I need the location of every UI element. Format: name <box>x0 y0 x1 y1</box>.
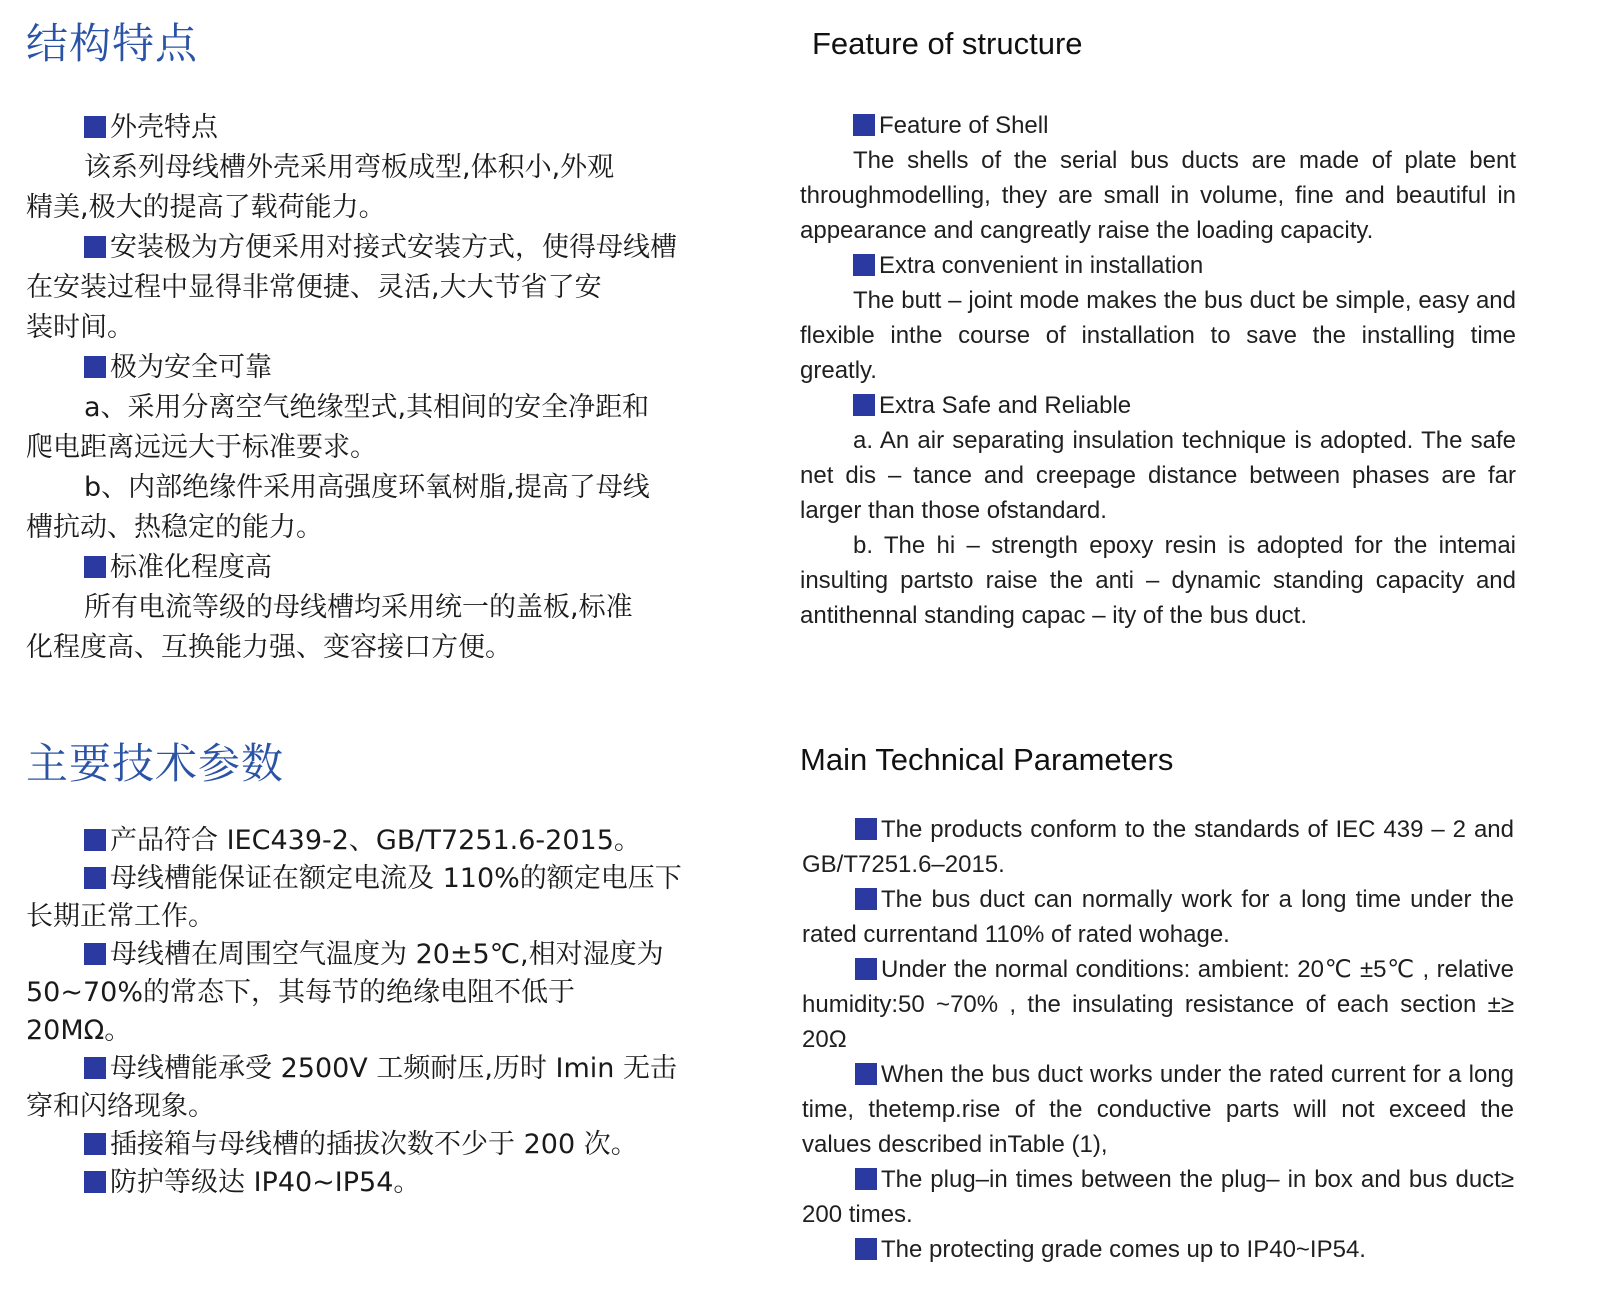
en-safe-heading: Extra Safe and Reliable <box>800 388 1516 423</box>
cn-safe-a-1: a、采用分离空气绝缘型式,其相间的安全净距和 <box>84 392 650 423</box>
bullet-square-icon <box>855 1168 877 1190</box>
en-param-6: The protecting grade comes up to IP40~IP54. <box>802 1232 1514 1267</box>
en-structure-body <box>800 108 1516 633</box>
cn-param-3: 母线槽在周围空气温度为 20±5℃,相对湿度为 <box>26 936 766 974</box>
bullet-square-icon <box>84 1171 106 1193</box>
en-param-2: The bus duct can normally work for a long time under the rated currentand 110% of rated wohage. <box>802 886 1514 948</box>
cn-param-3-cont-1: 50~70%的常态下，其每节的绝缘电阻不低于 <box>26 977 575 1008</box>
cn-params-title: 主要技术参数 <box>26 739 285 788</box>
cn-params-body <box>26 822 766 1202</box>
en-param-4: When the bus duct works under the rated current for a long time, thetemp.rise of the conductive parts will not exceed the values described inTable (1), <box>802 1061 1514 1158</box>
cn-param-3-cont-2: 20MΩ。 <box>26 1015 132 1046</box>
bullet-square-icon <box>84 556 106 578</box>
bullet-square-icon <box>853 394 875 416</box>
bullet-square-icon <box>84 1057 106 1079</box>
bullet-square-icon <box>84 943 106 965</box>
bullet-square-icon <box>853 254 875 276</box>
bullet-square-icon <box>855 1063 877 1085</box>
en-shell-text: The shells of the serial bus ducts are made of plate bent throughmodelling, they are small in volume, fine and beautiful in appearance and cangreatly raise the loading capacity. <box>800 147 1516 244</box>
cn-install-text-2: 在安装过程中显得非常便捷、灵活,大大节省了安 <box>26 272 602 303</box>
cn-shell-text-1: 该系列母线槽外壳采用弯板成型,体积小,外观 <box>84 152 615 183</box>
cn-shell-text-2: 精美,极大的提高了载荷能力。 <box>26 192 386 223</box>
cn-param-6: 防护等级达 IP40~IP54。 <box>26 1164 766 1202</box>
cn-safe-b-2: 槽抗动、热稳定的能力。 <box>26 512 323 543</box>
cn-install-text-3: 装时间。 <box>26 312 134 343</box>
cn-param-2-cont: 长期正常工作。 <box>26 901 215 932</box>
en-param-3: Under the normal conditions: ambient: 20℃ ±5℃ , relative humidity:50 ~70% , the insulating resistance of each section ±≥ 20Ω <box>802 956 1514 1053</box>
bullet-square-icon <box>84 829 106 851</box>
cn-structure-title: 结构特点 <box>26 19 199 68</box>
en-params-title: Main Technical Parameters <box>800 742 1174 777</box>
cn-shell-heading: 外壳特点 <box>26 108 766 148</box>
bullet-square-icon <box>84 867 106 889</box>
cn-safe-b-1: b、内部绝缘件采用高强度环氧树脂,提高了母线 <box>84 472 650 503</box>
cn-safe-a-2: 爬电距离远远大于标准要求。 <box>26 432 377 463</box>
bullet-square-icon <box>855 958 877 980</box>
bullet-square-icon <box>84 1133 106 1155</box>
cn-std-text-1: 所有电流等级的母线槽均采用统一的盖板,标准 <box>84 592 633 623</box>
bullet-square-icon <box>84 236 106 258</box>
cn-param-2: 母线槽能保证在额定电流及 110%的额定电压下 <box>26 860 766 898</box>
en-shell-heading: Feature of Shell <box>800 108 1516 143</box>
cn-param-4-cont: 穿和闪络现象。 <box>26 1091 215 1122</box>
en-param-5: The plug–in times between the plug– in box and bus duct≥ 200 times. <box>802 1166 1514 1228</box>
cn-structure-body <box>26 108 766 668</box>
en-install-text: The butt – joint mode makes the bus duct be simple, easy and flexible inthe course of installation to save the installing time greatly. <box>800 287 1516 384</box>
cn-param-5: 插接箱与母线槽的插拔次数不少于 200 次。 <box>26 1126 766 1164</box>
bullet-square-icon <box>84 356 106 378</box>
bullet-square-icon <box>855 818 877 840</box>
en-param-1: The products conform to the standards of IEC 439 – 2 and GB/T7251.6–2015. <box>802 816 1514 878</box>
cn-param-1: 产品符合 IEC439-2、GB/T7251.6-2015。 <box>26 822 766 860</box>
en-params-body <box>802 812 1514 1267</box>
en-safe-a: a. An air separating insulation technique is adopted. The safe net dis – tance and creepage distance between phases are far larger than those ofstandard. <box>800 427 1516 524</box>
bullet-square-icon <box>855 888 877 910</box>
cn-std-text-2: 化程度高、互换能力强、变容接口方便。 <box>26 632 512 663</box>
cn-install-heading: 安装极为方便采用对接式安装方式，使得母线槽 <box>26 228 766 268</box>
en-install-heading: Extra convenient in installation <box>800 248 1516 283</box>
bullet-square-icon <box>84 116 106 138</box>
bullet-square-icon <box>853 114 875 136</box>
bullet-square-icon <box>855 1238 877 1260</box>
cn-safe-heading: 极为安全可靠 <box>26 348 766 388</box>
cn-std-heading: 标准化程度高 <box>26 548 766 588</box>
en-safe-b: b. The hi – strength epoxy resin is adopted for the intemai insulting partsto raise the anti – dynamic standing capacity and antithennal standing capac – ity of the bus duct. <box>800 532 1516 629</box>
en-structure-title: Feature of structure <box>812 26 1083 61</box>
cn-param-4: 母线槽能承受 2500V 工频耐压,历时 Imin 无击 <box>26 1050 766 1088</box>
